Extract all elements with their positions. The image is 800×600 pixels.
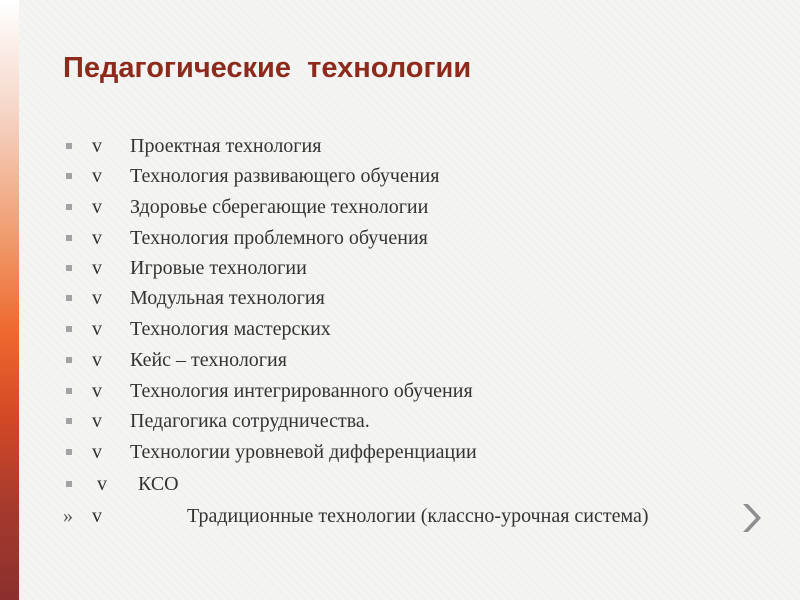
list-marker: v bbox=[92, 505, 102, 527]
list-marker: v bbox=[92, 257, 102, 279]
list-marker: v bbox=[92, 287, 102, 309]
slide-title: Педагогические технологии bbox=[63, 52, 472, 84]
square-bullet-icon bbox=[66, 295, 72, 301]
list-item-text: Технология проблемного обучения bbox=[130, 227, 428, 249]
square-bullet-icon bbox=[66, 326, 72, 332]
accent-bar bbox=[0, 0, 19, 600]
list-marker: v bbox=[92, 441, 102, 463]
raquo-bullet: » bbox=[63, 505, 73, 527]
square-bullet-icon bbox=[66, 173, 72, 179]
list-item-text: Технология развивающего обучения bbox=[130, 165, 440, 187]
list-marker: v bbox=[92, 349, 102, 371]
list-item-text: Технология мастерских bbox=[130, 318, 331, 340]
chevron-right-icon[interactable] bbox=[737, 498, 767, 538]
last-list-item-text: Традиционные технологии (классно-урочная система) bbox=[187, 505, 649, 527]
square-bullet-icon bbox=[66, 204, 72, 210]
list-marker: v bbox=[97, 473, 107, 495]
list-item-text: Педагогика сотрудничества. bbox=[130, 410, 370, 432]
list-marker: v bbox=[92, 410, 102, 432]
list-item-text: Модульная технология bbox=[130, 287, 325, 309]
square-bullet-icon bbox=[66, 449, 72, 455]
list-item-text: Технология интегрированного обучения bbox=[130, 380, 473, 402]
list-item-text: Технологии уровневой дифференциации bbox=[130, 441, 477, 463]
square-bullet-icon bbox=[66, 265, 72, 271]
list-marker: v bbox=[92, 318, 102, 340]
square-bullet-icon bbox=[66, 235, 72, 241]
list-marker: v bbox=[92, 196, 102, 218]
list-marker: v bbox=[92, 380, 102, 402]
list-item-text: Здоровье сберегающие технологии bbox=[130, 196, 429, 218]
list-marker: v bbox=[92, 227, 102, 249]
list-item-text: Кейс – технология bbox=[130, 349, 287, 371]
last-list-item bbox=[63, 502, 723, 530]
list-marker: v bbox=[92, 135, 102, 157]
square-bullet-icon bbox=[66, 357, 72, 363]
list-item-text: Игровые технологии bbox=[130, 257, 307, 279]
list-item-text: Проектная технология bbox=[130, 135, 322, 157]
square-bullet-icon bbox=[66, 418, 72, 424]
list-item-text: КСО bbox=[138, 473, 179, 495]
square-bullet-icon bbox=[66, 481, 72, 487]
square-bullet-icon bbox=[66, 388, 72, 394]
list-marker: v bbox=[92, 165, 102, 187]
square-bullet-icon bbox=[66, 143, 72, 149]
